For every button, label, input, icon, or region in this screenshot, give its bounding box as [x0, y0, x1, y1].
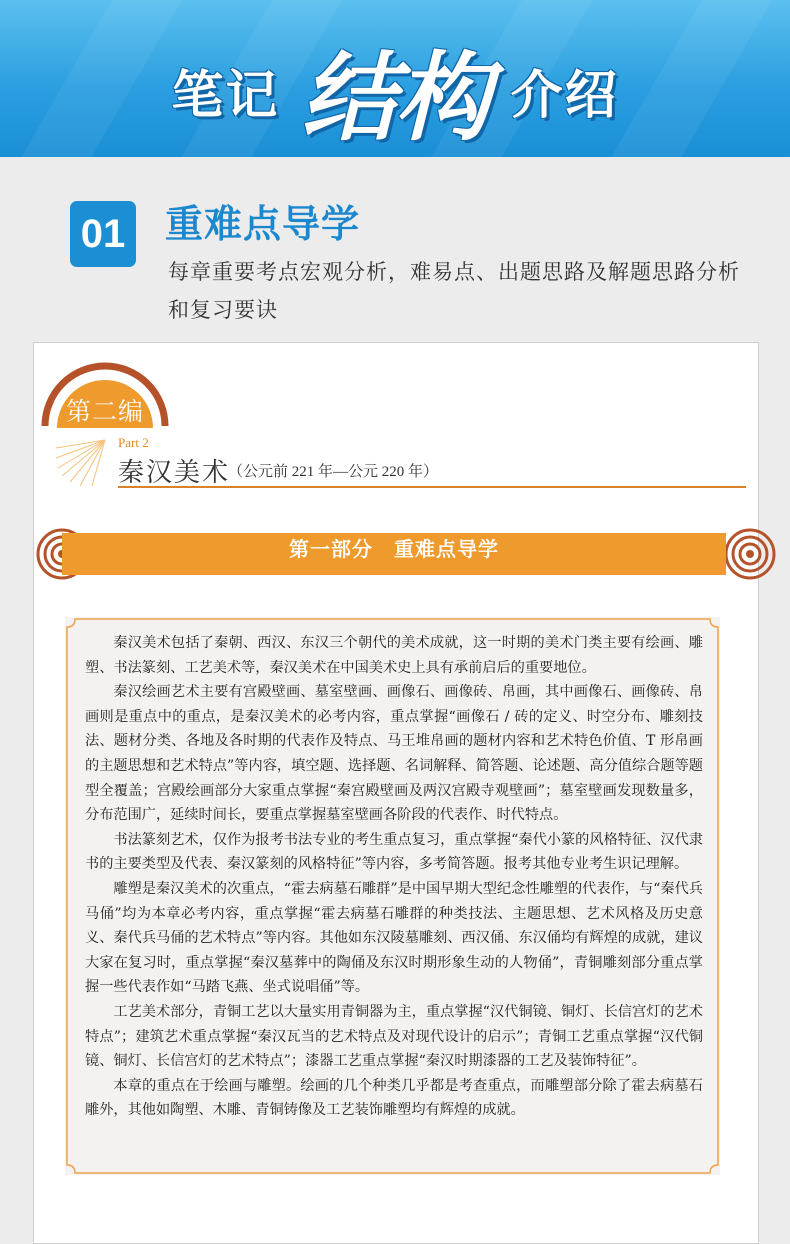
part-title-bar: 第一部分 重难点导学 — [62, 533, 726, 575]
chapter-underline — [118, 486, 746, 488]
paragraph: 工艺美术部分，青铜工艺以大量实用青铜器为主，重点掌握“汉代铜镜、铜灯、长信宫灯的艺术特点”；建筑艺术重点掌握“秦汉瓦当的艺术特点及对现代设计的启示”；青铜工艺重点掌握“汉代铜镜、铜灯、长信宫灯的艺术特点”；漆器工艺重点掌握“秦汉时期漆器的工艺及装饰特征”。 — [85, 1003, 703, 1070]
section-number-badge: 01 — [70, 201, 136, 267]
paragraph: 雕塑是秦汉美术的次重点，“霍去病墓石雕群”是中国早期大型纪念性雕塑的代表作，与“秦代兵马俑”均为本章必考内容，重点掌握“霍去病墓石雕群的种类技法、主题思想、艺术风格及历史意义、秦代兵马俑的艺术特点”等内容。其他如东汉陵墓雕刻、西汉俑、东汉俑均有辉煌的成就，建议大家在复习时，重点掌握“秦汉墓葬中的陶俑及东汉时期形象生动的人物俑”，青铜雕刻部分重点掌握一些代表作如“马踏飞燕、坐式说唱俑”等。 — [85, 880, 703, 996]
right-spiral-icon — [724, 528, 776, 580]
paragraph: 本章的重点在于绘画与雕塑。绘画的几个种类几乎都是考查重点，而雕塑部分除了霍去病墓石雕外，其他如陶塑、木雕、青铜铸像及工艺装饰雕塑均有辉煌的成就。 — [85, 1077, 703, 1119]
header-banner — [0, 0, 790, 157]
paragraph: 秦汉美术包括了秦朝、西汉、东汉三个朝代的美术成就，这一时期的美术门类主要有绘画、雕塑、书法篆刻、工艺美术等，秦汉美术在中国美术史上具有承前启后的重要地位。 — [85, 635, 703, 676]
paragraph: 秦汉绘画艺术主要有宫殿壁画、墓室壁画、画像石、画像砖、帛画，其中画像石、画像砖、帛画则是重点中的重点，是秦汉美术的必考内容，重点掌握“画像石 / 砖的定义、时空分布、雕刻技法、题材分类、各地及各时期的代表作及特点、马王堆帛画的题材内容和艺术特色价值、T 形帛画的主题思想和艺术特点”等内容，填空题、选择题、名词解释、简答题、论述题、高分值综合题等题型全覆盖；宫殿绘画部分大家重点掌握“秦宫殿壁画及两汉宫殿寺观壁画”；墓室壁画发现数量多，分布范围广，延续时间长，要重点掌握墓室壁画各阶段的代表作、时代特点。 — [85, 684, 703, 824]
banner-title — [0, 22, 790, 157]
banner-title-left: 笔记 — [171, 66, 280, 126]
part-sublabel: Part 2 — [118, 435, 149, 450]
section-description: 每章重要考点宏观分析，难易点、出题思路及解题思路分析和复习要诀 — [168, 260, 740, 322]
section-title: 重难点导学 — [165, 202, 361, 246]
banner-title-right: 介绍 — [510, 66, 619, 126]
chapter-title: 秦汉美术 — [118, 458, 231, 488]
guide-text-box — [65, 617, 720, 1175]
chapter-period: （公元前 221 年—公元 220 年） — [228, 464, 439, 480]
guide-body — [85, 631, 703, 1123]
part-label: 第二编 — [65, 397, 144, 426]
banner-title-big: 结构 — [301, 42, 489, 154]
paragraph: 书法篆刻艺术，仅作为报考书法专业的考生重点复习，重点掌握“秦代小篆的风格特征、汉代隶书的主要类型及代表、秦汉篆刻的风格特征”等内容，多考简答题。报考其他专业考生识记理解。 — [85, 831, 703, 873]
